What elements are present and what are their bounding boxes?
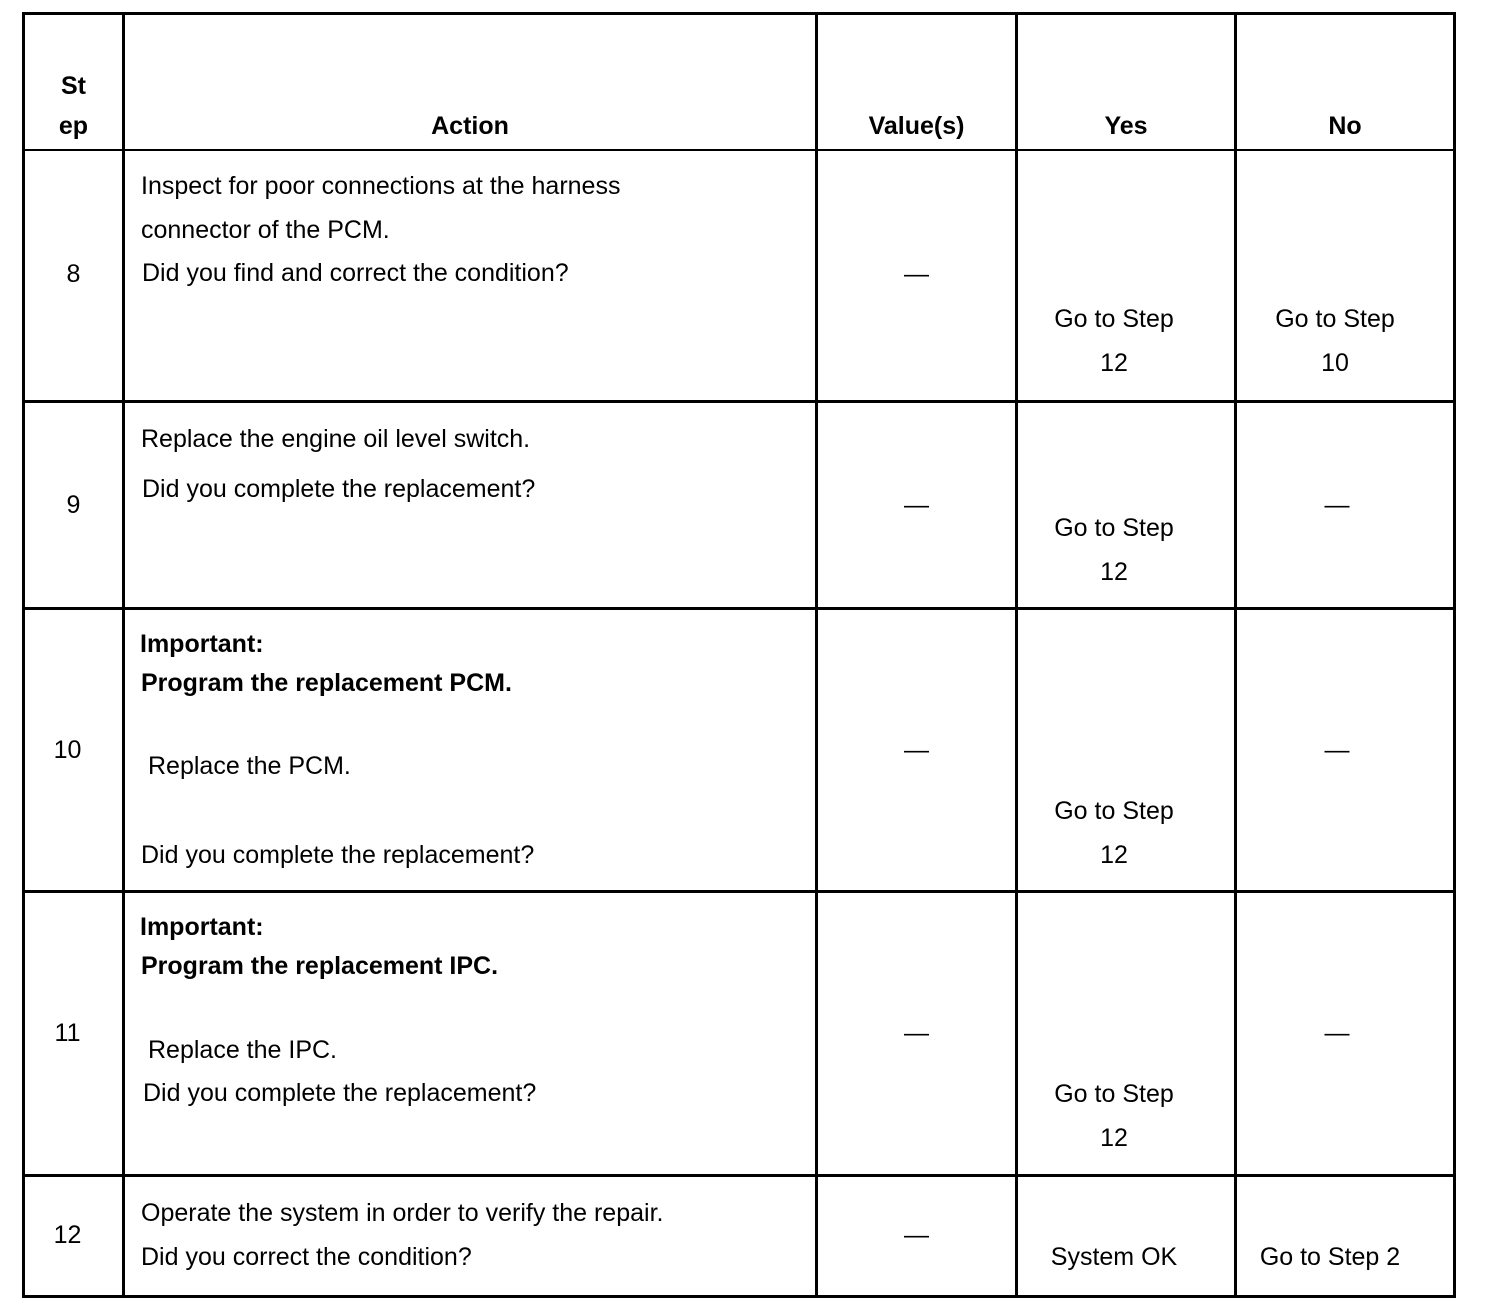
grid-line — [1453, 12, 1456, 1298]
value-cell: — — [904, 1221, 929, 1249]
grid-line — [22, 12, 1456, 15]
important-note: Program the replacement PCM. — [141, 669, 512, 697]
action-text: connector of the PCM. — [141, 216, 390, 244]
important-note: Program the replacement IPC. — [141, 952, 499, 980]
important-label: Important: — [140, 630, 264, 658]
grid-line — [815, 12, 818, 1298]
yes-cell: System OK — [1050, 1243, 1178, 1271]
action-text: Did you complete the replacement? — [141, 841, 535, 869]
no-cell: — — [1324, 736, 1350, 764]
step-number: 12 — [53, 1221, 82, 1249]
no-cell: — — [1324, 491, 1350, 519]
value-cell: — — [904, 736, 929, 764]
header-yes: Yes — [1104, 112, 1148, 140]
action-text: Did you correct the condition? — [141, 1243, 472, 1271]
yes-cell: 12 — [1100, 1124, 1128, 1152]
value-cell: — — [904, 491, 929, 519]
grid-line — [22, 1174, 1456, 1177]
action-text: Did you complete the replacement? — [143, 1079, 537, 1107]
action-text: Replace the engine oil level switch. — [141, 425, 531, 453]
grid-line — [122, 12, 125, 1298]
yes-cell: Go to Step — [1054, 305, 1174, 333]
action-text: Did you complete the replacement? — [142, 475, 536, 503]
yes-cell: 12 — [1100, 558, 1128, 586]
yes-cell: Go to Step — [1054, 797, 1174, 825]
no-cell: — — [1324, 1019, 1350, 1047]
step-number: 11 — [54, 1019, 81, 1047]
grid-line — [22, 607, 1456, 610]
action-text: Operate the system in order to verify the repair. — [141, 1199, 664, 1227]
step-number: 9 — [66, 491, 81, 519]
header-action: Action — [431, 112, 509, 140]
step-number: 10 — [53, 736, 82, 764]
yes-cell: 12 — [1100, 349, 1128, 377]
value-cell: — — [904, 1019, 929, 1047]
grid-line — [22, 1295, 1456, 1298]
header-step-line1: St — [61, 72, 86, 100]
header-no: No — [1328, 112, 1362, 140]
diagnostic-table — [22, 12, 1456, 1298]
action-text: Replace the IPC. — [148, 1036, 337, 1064]
no-cell: Go to Step 2 — [1259, 1243, 1401, 1271]
grid-line — [22, 149, 1456, 151]
grid-line — [22, 890, 1456, 893]
action-text: Replace the PCM. — [148, 752, 351, 780]
yes-cell: Go to Step — [1054, 514, 1174, 542]
no-cell: Go to Step — [1275, 305, 1395, 333]
yes-cell: 12 — [1100, 841, 1128, 869]
value-cell: — — [904, 260, 929, 288]
action-text: Inspect for poor connections at the harness — [141, 172, 621, 200]
grid-line — [22, 400, 1456, 403]
important-label: Important: — [140, 913, 264, 941]
grid-line — [22, 12, 25, 1298]
yes-cell: Go to Step — [1054, 1080, 1174, 1108]
header-step-line2: ep — [58, 112, 89, 140]
grid-line — [1234, 12, 1237, 1298]
no-cell: 10 — [1321, 349, 1349, 377]
action-text: Did you find and correct the condition? — [142, 259, 569, 287]
header-values: Value(s) — [868, 112, 965, 140]
step-number: 8 — [66, 260, 81, 288]
